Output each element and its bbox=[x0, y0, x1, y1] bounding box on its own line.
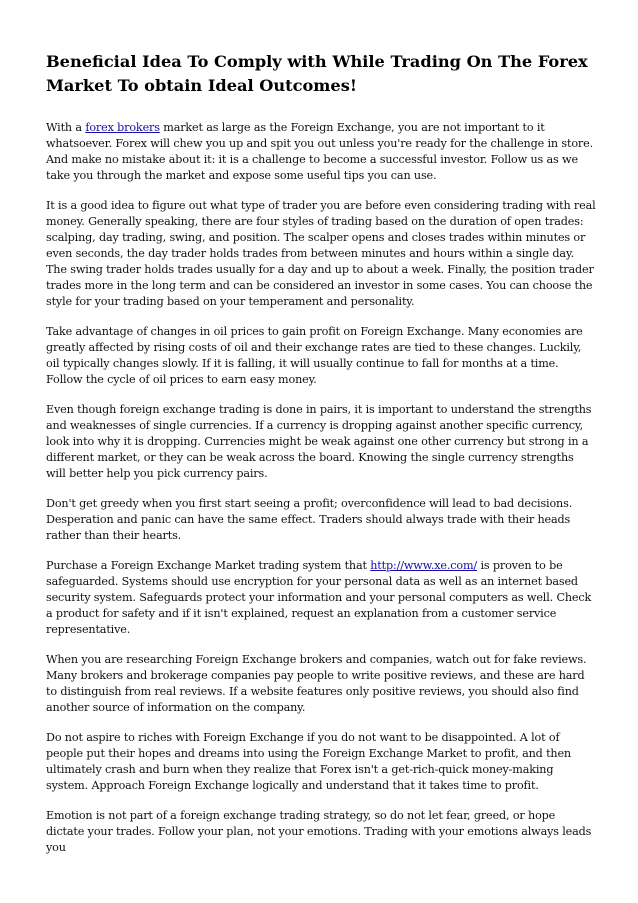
paragraph-intro-after: market as large as the Foreign Exchange, you are not important to it whatsoever. Forex will chew you up and spit you out unless you're ready for the challenge in store. And make no mistake about it: it is a challenge to become a successful investor. Follow us as we take you through the market and expose some useful tips you can use. bbox=[46, 121, 593, 182]
paragraph-emotion: Emotion is not part of a foreign exchange trading strategy, so do not let fear, greed, or hope dictate your trades. Follow your plan, not your emotions. Trading with your emotions always leads you bbox=[46, 809, 592, 854]
paragraph-trader-type: It is a good idea to figure out what type of trader you are before even considering trading with real money. Generally speaking, there are four styles of trading based on the duration of open trades: scalping, day trading, swing, and position. The scalper opens and closes trades within minutes or even seconds, the day trader holds trades from between minutes and hours within a single day. The swing trader holds trades usually for a day and up to about a week. Finally, the position trader trades more in the long term and can be considered an investor in some cases. You can choose the style for your trading based on your temperament and personality. bbox=[46, 199, 596, 308]
paragraph-intro-before: With a bbox=[46, 121, 86, 134]
page-title: Beneficial Idea To Comply with While Trading On The Forex Market To obtain Ideal Outcomes! bbox=[46, 52, 588, 95]
xe-link[interactable]: http://www.xe.com/ bbox=[370, 559, 478, 572]
paragraph-trading-system-after: is proven to be safeguarded. Systems should use encryption for your personal data as well as an internet based security system. Safeguards protect your information and your personal computers as well. Check a product for safety and if it isn't explained, request an explanation from a customer service representative. bbox=[46, 559, 592, 636]
paragraph-single-currencies: Even though foreign exchange trading is done in pairs, it is important to understand the strengths and weaknesses of single currencies. If a currency is dropping against another specific currency, look into why it is dropping. Currencies might be weak against one other currency but strong in a different market, or they can be weak across the board. Knowing the single currency strengths will better help you pick currency pairs. bbox=[46, 403, 592, 480]
paragraph-trading-system bbox=[46, 558, 596, 638]
paragraph-trading-system-before: Purchase a Foreign Exchange Market trading system that bbox=[46, 559, 371, 572]
document-page bbox=[46, 50, 596, 870]
paragraph-oil-prices: Take advantage of changes in oil prices to gain profit on Foreign Exchange. Many economies are greatly affected by rising costs of oil and their exchange rates are tied to these changes. Luckily, oil typically changes slowly. If it is falling, it will usually continue to fall for months at a time. Follow the cycle of oil prices to earn easy money. bbox=[46, 325, 583, 386]
paragraph-intro bbox=[46, 120, 596, 184]
paragraph-riches: Do not aspire to riches with Foreign Exchange if you do not want to be disappointed. A lot of people put their hopes and dreams into using the Foreign Exchange Market to profit, and then ultimately crash and burn when they realize that Forex isn't a get-rich-quick money-making system. Approach Foreign Exchange logically and understand that it takes time to profit. bbox=[46, 731, 571, 792]
paragraph-fake-reviews: When you are researching Foreign Exchange brokers and companies, watch out for fake reviews. Many brokers and brokerage companies pay people to write positive reviews, and these are hard to distinguish from real reviews. If a website features only positive reviews, you should also find another source of information on the company. bbox=[46, 653, 587, 714]
paragraph-greed: Don't get greedy when you first start seeing a profit; overconfidence will lead to bad decisions. Desperation and panic can have the same effect. Traders should always trade with their heads rather than their hearts. bbox=[46, 497, 573, 542]
forex-brokers-link[interactable]: forex brokers bbox=[85, 121, 160, 134]
